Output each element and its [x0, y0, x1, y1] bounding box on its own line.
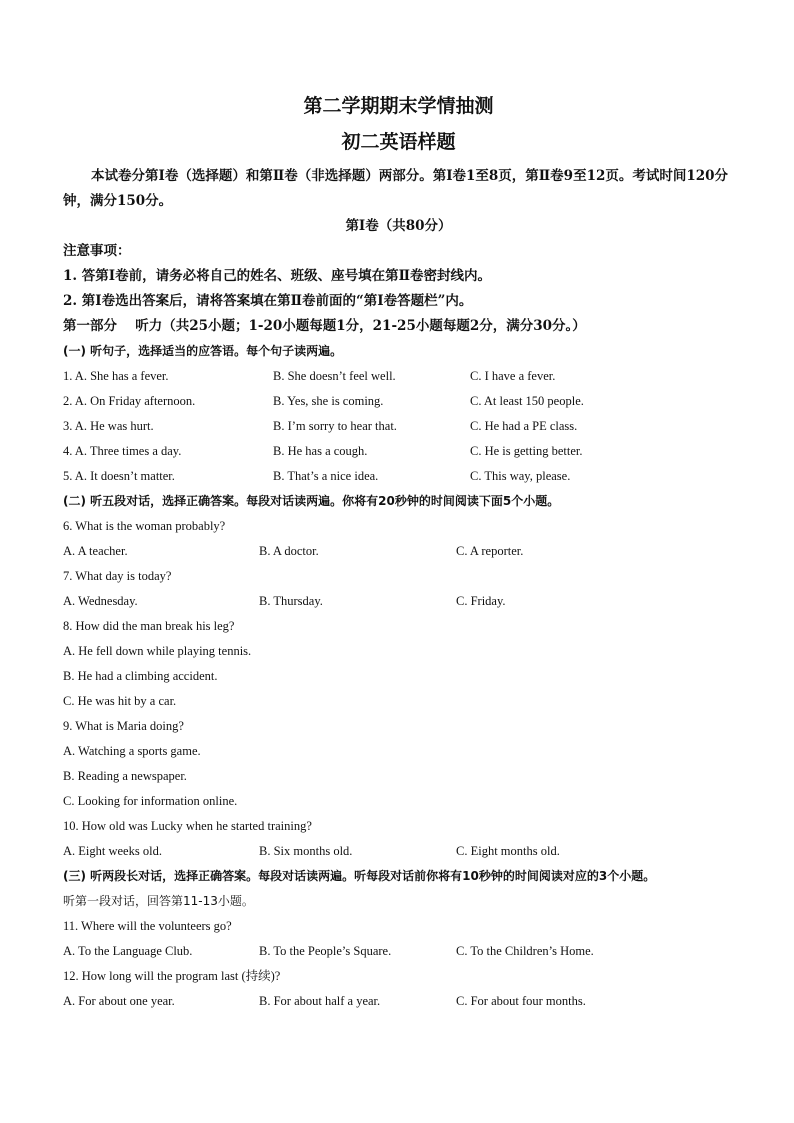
- option-b: B. She doesn’t feel well.: [273, 369, 396, 383]
- option-a: A. A teacher.: [63, 544, 128, 558]
- option-a: 4. A. Three times a day.: [63, 444, 182, 458]
- question-row: [63, 939, 734, 964]
- option-b: B. He has a cough.: [273, 444, 368, 458]
- note-2: 2. 第Ⅰ卷选出答案后，请将答案填在第Ⅱ卷前面的“第Ⅰ卷答题栏”内。: [63, 293, 473, 309]
- part-1-heading: 第一部分 听力（共25小题；1-20小题每题1分，21-25小题每题2分，满分30分。）: [63, 318, 586, 334]
- exam-subtitle: 初二英语样题: [341, 131, 456, 153]
- option-b: B. Yes, she is coming.: [273, 394, 384, 408]
- question-row: [63, 464, 734, 489]
- option-b: B. To the People’s Square.: [259, 944, 392, 958]
- option-c: C. Friday.: [456, 594, 506, 608]
- question-row: [63, 989, 734, 1014]
- option-b: B. For about half a year.: [259, 994, 381, 1008]
- question-stem: 8. How did the man break his leg?: [63, 619, 235, 633]
- question-row: [63, 389, 734, 414]
- question-row: [63, 364, 734, 389]
- option-b: B. He had a climbing accident.: [63, 669, 218, 683]
- question-row: [63, 439, 734, 464]
- option-c: C. He had a PE class.: [470, 419, 578, 433]
- option-a: A. He fell down while playing tennis.: [63, 644, 252, 658]
- option-a: A. Eight weeks old.: [63, 844, 162, 858]
- option-a: A. Wednesday.: [63, 594, 138, 608]
- option-b: B. Thursday.: [259, 594, 323, 608]
- note-1: 1. 答第Ⅰ卷前，请务必将自己的姓名、班级、座号填在第Ⅱ卷密封线内。: [63, 268, 491, 284]
- option-c: C. A reporter.: [456, 544, 524, 558]
- question-row: [63, 539, 734, 564]
- question-row: [63, 589, 734, 614]
- question-stem: 10. How old was Lucky when he started training?: [63, 819, 312, 833]
- question-stem: 9. What is Maria doing?: [63, 719, 184, 733]
- option-a: 5. A. It doesn’t matter.: [63, 469, 175, 483]
- question-stem: 12. How long will the program last (持续)?: [63, 969, 281, 983]
- option-b: B. Reading a newspaper.: [63, 769, 187, 783]
- option-a: 3. A. He was hurt.: [63, 419, 154, 433]
- option-b: B. That’s a nice idea.: [273, 469, 379, 483]
- option-c: C. For about four months.: [456, 994, 586, 1008]
- option-c: C. He is getting better.: [470, 444, 583, 458]
- option-c: C. He was hit by a car.: [63, 694, 177, 708]
- volume-1-heading: 第Ⅰ卷（共80分）: [345, 218, 452, 234]
- option-c: C. I have a fever.: [470, 369, 556, 383]
- notes-title: 注意事项：: [63, 243, 131, 259]
- option-a: 2. A. On Friday afternoon.: [63, 394, 196, 408]
- option-c: C. Eight months old.: [456, 844, 560, 858]
- option-b: B. A doctor.: [259, 544, 319, 558]
- question-stem: 6. What is the woman probably?: [63, 519, 226, 533]
- section-3-instruction: (三) 听两段长对话，选择正确答案。每段对话读两遍。听每段对话前你将有10秒钟的时间阅读对应的3个小题。: [63, 869, 656, 883]
- section-2-instruction: (二) 听五段对话，选择正确答案。每段对话读两遍。你将有20秒钟的时间阅读下面5个小题。: [63, 494, 560, 508]
- option-a: 1. A. She has a fever.: [63, 369, 169, 383]
- exam-intro: 本试卷分第Ⅰ卷（选择题）和第Ⅱ卷（非选择题）两部分。第Ⅰ卷1至8页，第Ⅱ卷9至12页。考试时间120分钟，满分150分。: [63, 168, 729, 209]
- exam-title: 第二学期期末学情抽测: [303, 95, 494, 117]
- option-c: C. Looking for information online.: [63, 794, 238, 808]
- section-3-sub-instruction: 听第一段对话，回答第11-13小题。: [63, 894, 254, 908]
- option-a: A. To the Language Club.: [63, 944, 193, 958]
- question-stem: 11. Where will the volunteers go?: [63, 919, 232, 933]
- option-c: C. This way, please.: [470, 469, 571, 483]
- question-row: [63, 414, 734, 439]
- option-a: A. For about one year.: [63, 994, 175, 1008]
- option-c: C. To the Children’s Home.: [456, 944, 594, 958]
- question-stem: 7. What day is today?: [63, 569, 172, 583]
- section-1-instruction: (一) 听句子，选择适当的应答语。每个句子读两遍。: [63, 344, 343, 358]
- option-b: B. I’m sorry to hear that.: [273, 419, 397, 433]
- option-c: C. At least 150 people.: [470, 394, 584, 408]
- question-row: [63, 839, 734, 864]
- option-b: B. Six months old.: [259, 844, 353, 858]
- option-a: A. Watching a sports game.: [63, 744, 201, 758]
